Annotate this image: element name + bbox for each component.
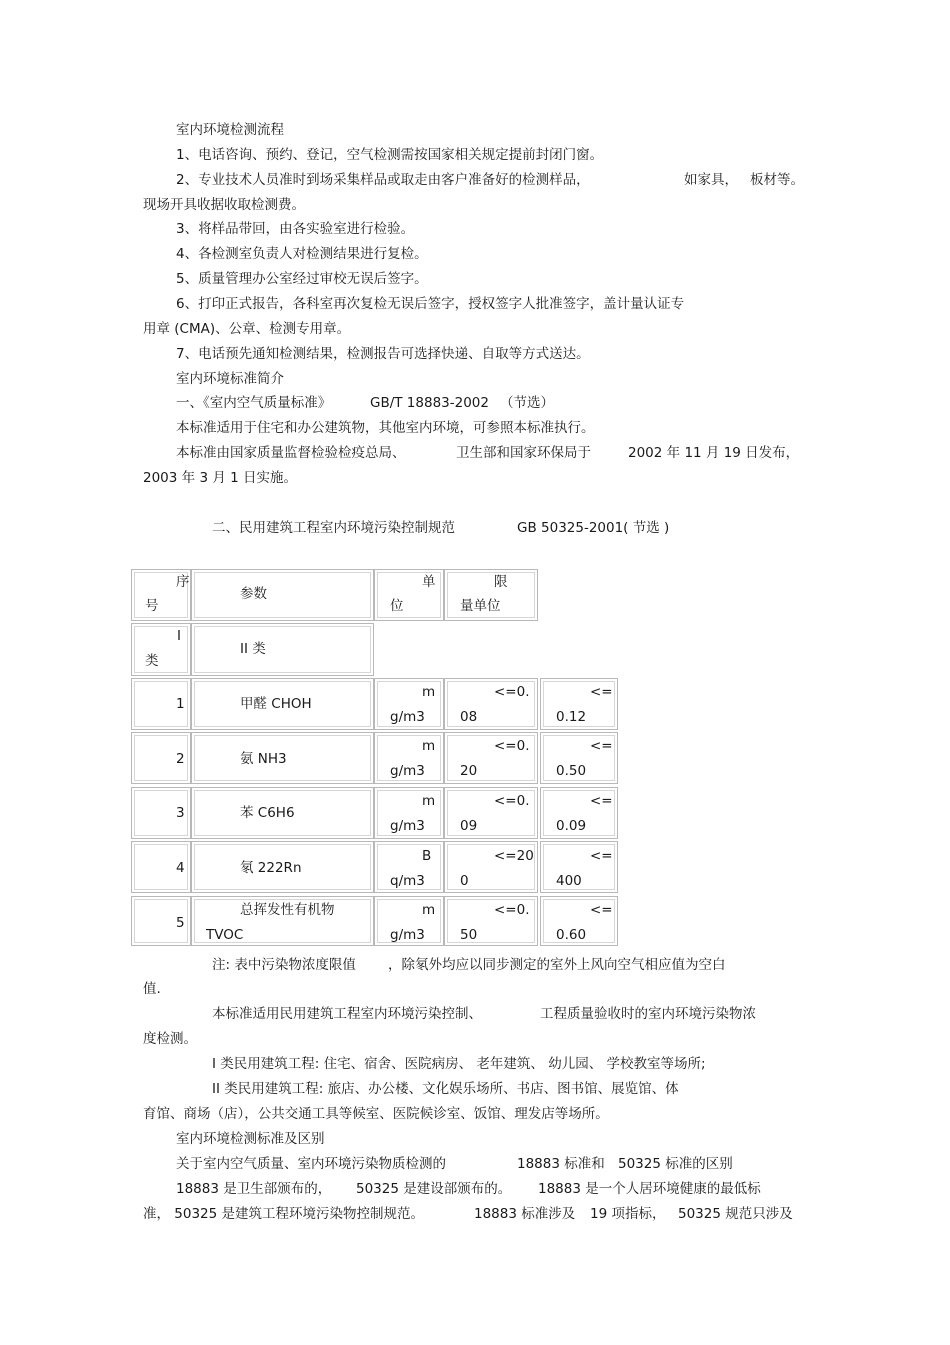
row-limit-i: 09	[460, 818, 478, 834]
table-header-param: 参数	[240, 586, 267, 602]
row-unit: g/m3	[390, 927, 425, 943]
table-header-limit: 量单位	[460, 598, 501, 614]
row-limit-ii: <=	[590, 848, 613, 864]
heading-standards-difference: 室内环境检测标准及区别	[176, 1131, 325, 1147]
row-limit-ii: 400	[556, 873, 582, 889]
row-unit: m	[422, 738, 436, 754]
row-limit-ii: 0.60	[556, 927, 587, 943]
row-limit-i: 50	[460, 927, 478, 943]
paragraph: 关于室内空气质量、室内环境污染物质检测的	[176, 1156, 446, 1172]
row-unit: q/m3	[390, 873, 425, 889]
row-number: 4	[176, 860, 185, 876]
row-unit: g/m3	[390, 709, 425, 725]
paragraph: 现场开具收据收取检测费。	[143, 197, 305, 213]
paragraph: 度检测。	[143, 1031, 197, 1047]
table-header-cell	[191, 569, 374, 621]
row-limit-ii: <=	[590, 902, 613, 918]
row-number: 3	[176, 805, 185, 821]
row-limit-i: 20	[460, 763, 478, 779]
table-header-seq: 号	[145, 598, 159, 614]
paragraph-fragment: 18883 标准涉及	[474, 1206, 576, 1222]
row-parameter: 总挥发性有机物	[240, 902, 335, 918]
row-limit-ii: 0.50	[556, 763, 587, 779]
table-note: 注: 表中污染物浓度限值	[212, 957, 356, 973]
paragraph: 育馆、商场（店），公共交通工具等候室、医院候诊室、饭馆、理发店等场所。	[143, 1106, 609, 1122]
row-unit: B	[422, 848, 432, 864]
row-limit-i: <=0.	[494, 793, 530, 809]
paragraph-fragment: 卫生部和国家环保局于	[456, 445, 591, 461]
table-class-cell	[191, 623, 374, 676]
paragraph: 2003 年 3 月 1 日实施。	[143, 470, 297, 486]
row-limit-i: 0	[460, 873, 469, 889]
paragraph: 本标准适用民用建筑工程室内环境污染控制、	[212, 1006, 482, 1022]
paragraph-fragment: 如家具，	[684, 172, 738, 188]
section-code: GB 50325-2001( 节选 )	[517, 520, 670, 536]
heading-testing-process: 室内环境检测流程	[176, 122, 284, 138]
row-limit-i: <=0.	[494, 738, 530, 754]
table-class-i: 类	[145, 653, 159, 669]
row-number: 1	[176, 696, 185, 712]
row-parameter: 氡 222Rn	[240, 860, 302, 876]
table-class-ii: II 类	[240, 641, 266, 657]
paragraph-fragment: 板材等。	[750, 172, 804, 188]
paragraph: 本标准由国家质量监督检验检疫总局、	[176, 445, 406, 461]
row-limit-i: <=0.	[494, 902, 530, 918]
paragraph-fragment: 工程质量验收时的室内环境污染物浓	[540, 1006, 756, 1022]
row-unit: g/m3	[390, 763, 425, 779]
table-header-seq: 序	[176, 574, 190, 590]
paragraph: 4、各检测室负责人对检测结果进行复检。	[176, 246, 428, 262]
row-limit-ii: <=	[590, 684, 613, 700]
paragraph: 2、专业技术人员准时到场采集样品或取走由客户准备好的检测样品，	[176, 172, 590, 188]
paragraph-fragment: 18883 是一个人居环境健康的最低标	[538, 1181, 761, 1197]
row-parameter: 氨 NH3	[240, 751, 287, 767]
row-unit: m	[422, 684, 436, 700]
paragraph-fragment: 50325 规范只涉及	[678, 1206, 793, 1222]
paragraph: 本标准适用于住宅和办公建筑物，其他室内环境，可参照本标准执行。	[176, 420, 595, 436]
paragraph: 准， 50325 是建筑工程环境污染物控制规范。	[143, 1206, 425, 1222]
row-parameter: TVOC	[206, 927, 244, 943]
paragraph: 用章 (CMA)、公章、检测专用章。	[143, 321, 351, 337]
paragraph: 6、打印正式报告，各科室再次复检无误后签字，授权签字人批准签字，盖计量认证专	[176, 296, 685, 312]
row-unit: m	[422, 902, 436, 918]
standard-code: GB/T 18883-2002	[370, 395, 489, 411]
row-limit-ii: 0.12	[556, 709, 587, 725]
paragraph: 3、将样品带回，由各实验室进行检验。	[176, 221, 415, 237]
table-class-cell	[131, 623, 191, 676]
paragraph: 18883 是卫生部颁布的，	[176, 1181, 332, 1197]
row-limit-ii: <=	[590, 793, 613, 809]
table-header-limit: 限	[494, 574, 508, 590]
paragraph-fragment: 50325 标准的区别	[618, 1156, 733, 1172]
heading-standards-intro: 室内环境标准简介	[176, 371, 284, 387]
row-limit-ii: <=	[590, 738, 613, 754]
row-unit: g/m3	[390, 818, 425, 834]
row-parameter: 甲醛 CHOH	[240, 696, 312, 712]
row-limit-ii: 0.09	[556, 818, 587, 834]
standard-title: 一、《室内空气质量标准》	[176, 395, 332, 411]
table-header-unit: 位	[390, 598, 404, 614]
paragraph: II 类民用建筑工程: 旅店、办公楼、文化娱乐场所、书店、图书馆、展览馆、体	[212, 1081, 679, 1097]
table-note: 值.	[143, 981, 161, 997]
row-parameter: 苯 C6H6	[240, 805, 295, 821]
paragraph: I 类民用建筑工程: 住宅、宿舍、医院病房、 老年建筑、 幼儿园、 学校教室等场所;	[212, 1056, 706, 1072]
row-limit-i: <=20	[494, 848, 534, 864]
standard-note: （节选）	[500, 395, 554, 411]
table-note: ，除氡外均应以同步测定的室外上风向空气相应值为空白	[388, 957, 726, 973]
paragraph: 1、电话咨询、预约、登记，空气检测需按国家相关规定提前封闭门窗。	[176, 147, 604, 163]
row-limit-i: 08	[460, 709, 478, 725]
section-title: 二、民用建筑工程室内环境污染控制规范	[212, 520, 455, 536]
row-number: 2	[176, 751, 185, 767]
paragraph-fragment: 50325 是建设部颁布的。	[356, 1181, 512, 1197]
row-limit-i: <=0.	[494, 684, 530, 700]
paragraph-fragment: 18883 标准和	[517, 1156, 605, 1172]
paragraph: 5、质量管理办公室经过审校无误后签字。	[176, 271, 428, 287]
paragraph: 7、电话预先通知检测结果，检测报告可选择快递、自取等方式送达。	[176, 346, 590, 362]
paragraph-fragment: 19 项指标，	[590, 1206, 666, 1222]
row-number: 5	[176, 915, 185, 931]
paragraph-fragment: 2002 年 11 月 19 日发布，	[628, 445, 800, 461]
table-header-unit: 单	[422, 574, 436, 590]
table-class-i: I	[177, 628, 181, 644]
row-unit: m	[422, 793, 436, 809]
